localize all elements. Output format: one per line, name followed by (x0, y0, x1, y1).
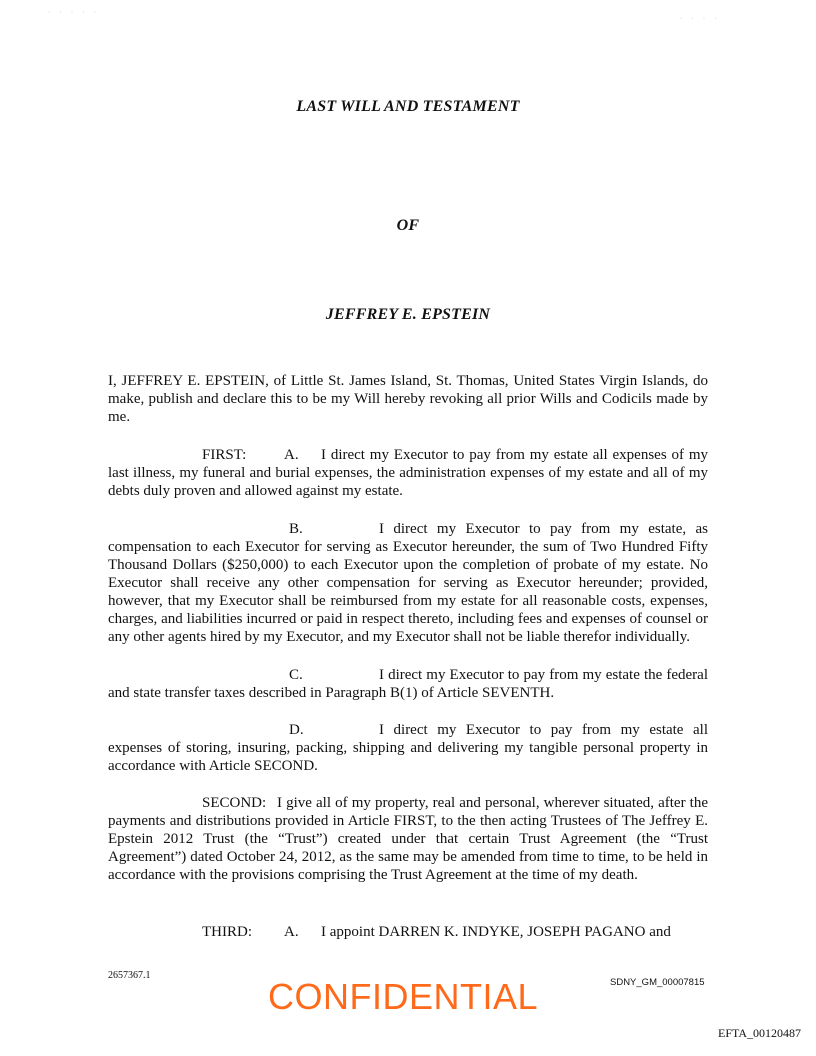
third-a-label: A. (284, 924, 299, 940)
article-second (108, 794, 708, 884)
third-a-text: I appoint DARREN K. INDYKE, JOSEPH PAGANO and (321, 924, 671, 940)
first-c-label: C. (289, 667, 303, 683)
testator-name: JEFFREY E. EPSTEIN (325, 306, 491, 323)
article-first-a (108, 446, 708, 500)
article-first-b (108, 520, 708, 646)
first-c-text: I direct my Executor to pay from my estate the federal and state transfer taxes described in Paragraph B(1) of Article SEVENTH. (108, 667, 708, 701)
first-a-label: A. (284, 447, 299, 463)
article-third-a (108, 923, 708, 941)
document-title: LAST WILL AND TESTAMENT (296, 98, 520, 115)
scan-speck-left: · · · · · (48, 10, 100, 16)
second-text: I give all of my property, real and personal, wherever situated, after the payments and distributions provided in Article FIRST, to the then acting Trustees of The Jeffrey E. Epstein 2012 Trust (the “Trust”) created under that certain Trust Agreement (the “Trust Agreement”) dated October 24, 2012, as the same may be amended from time to time, to be held in accordance with the provisions comprising the Trust Agreement at the time of my death. (108, 795, 708, 883)
article-second-label: SECOND: (202, 795, 267, 811)
first-a-text: I direct my Executor to pay from my estate all expenses of my last illness, my funeral and burial expenses, the administration expenses of my estate and all of my debts duly proven and allowed against my estate. (108, 447, 708, 499)
article-first-d (108, 721, 708, 775)
article-third-label: THIRD: (202, 924, 252, 940)
title-of: OF (396, 217, 420, 234)
article-first-c (108, 666, 708, 702)
document-number: 2657367.1 (108, 970, 151, 981)
article-first-label: FIRST: (202, 447, 247, 463)
efta-number: EFTA_00120487 (718, 1026, 802, 1040)
first-b-text: I direct my Executor to pay from my estate, as compensation to each Executor for serving as Executor hereunder, the sum of Two Hundred Fifty Thousand Dollars ($250,000) to each Executor upon the completion of probate of my estate. No Executor shall receive any other compensation for serving as Executor hereunder; provided, however, that my Executor shall be reimbursed from my estate for all reasonable costs, expenses, charges, and liabilities incurred or paid in respect thereto, including fees and expenses of counsel or any other agents hired by my Executor, and my Executor shall not be liable therefor individually. (108, 521, 708, 645)
intro-paragraph: I, JEFFREY E. EPSTEIN, of Little St. James Island, St. Thomas, United States Virgin Islands, do make, publish and declare this to be my Will hereby revoking all prior Wills and Codicils made by me. (108, 373, 708, 425)
bates-number: SDNY_GM_00007815 (610, 977, 705, 988)
first-b-label: B. (289, 521, 303, 537)
scan-speck-right: · · · · (680, 16, 721, 22)
confidential-stamp: CONFIDENTIAL (268, 976, 539, 1017)
first-d-text: I direct my Executor to pay from my estate all expenses of storing, insuring, packing, shipping and delivering my tangible personal property in accordance with Article SECOND. (108, 722, 708, 774)
first-d-label: D. (289, 722, 304, 738)
